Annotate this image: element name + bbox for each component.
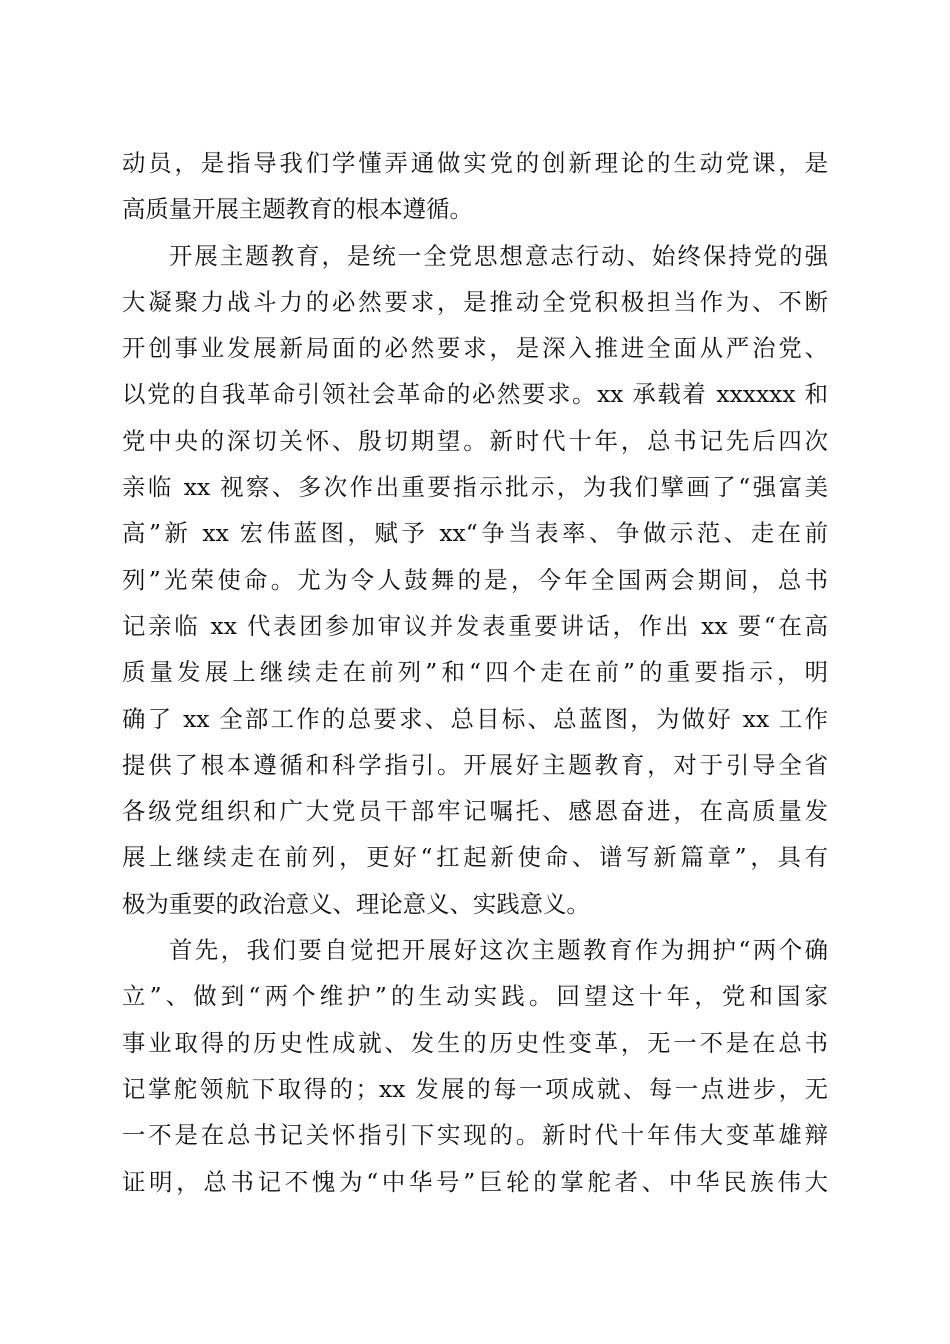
text-line: 动员，是指导我们学懂弄通做实党的创新理论的生动党课，是	[122, 149, 828, 177]
paragraph-2	[122, 233, 828, 927]
text-line: 极为重要的政治意义、理论意义、实践意义。	[122, 889, 590, 918]
document-body	[122, 140, 828, 1205]
text-line: 证明，总书记不愧为“中华号”巨轮的掌舵者、中华民族伟大	[122, 1167, 828, 1196]
text-line: 首先，我们要自觉把开展好这次主题教育作为拥护“两个确	[169, 936, 828, 965]
paragraph-1	[122, 140, 828, 233]
text-line: 展上继续走在前列，更好“扛起新使命、谱写新篇章”，具有	[122, 843, 828, 872]
text-line: 开创事业发展新局面的必然要求，是深入推进全面从严治党、	[122, 334, 828, 363]
text-line: 亲临 xx 视察、多次作出重要指示批示，为我们擘画了“强富美	[122, 473, 828, 502]
text-line: 各级党组织和广大党员干部牢记嘱托、感恩奋进，在高质量发	[122, 797, 828, 826]
text-line: 质量发展上继续走在前列”和“四个走在前”的重要指示，明	[122, 658, 828, 687]
text-line: 高质量开展主题教育的根本遵循。	[122, 195, 473, 224]
text-line: 提供了根本遵循和科学指引。开展好主题教育，对于引导全省	[122, 750, 828, 779]
paragraph-3	[122, 927, 828, 1205]
text-line: 开展主题教育，是统一全党思想意志行动、始终保持党的强	[169, 241, 828, 270]
text-line: 记掌舵领航下取得的；xx 发展的每一项成就、每一点进步，无	[122, 1074, 828, 1103]
text-line: 大凝聚力战斗力的必然要求，是推动全党积极担当作为、不断	[122, 287, 828, 316]
text-line: 一不是在总书记关怀指引下实现的。新时代十年伟大变革雄辩	[122, 1121, 828, 1150]
text-line: 确了 xx 全部工作的总要求、总目标、总蓝图，为做好 xx 工作	[122, 704, 828, 733]
text-line: 记亲临 xx 代表团参加审议并发表重要讲话，作出 xx 要“在高	[122, 611, 828, 640]
text-line: 事业取得的历史性成就、发生的历史性变革，无一不是在总书	[122, 1028, 828, 1057]
text-line: 以党的自我革命引领社会革命的必然要求。xx 承载着 xxxxxx 和	[122, 380, 828, 409]
text-line: 列”光荣使命。尤为令人鼓舞的是，今年全国两会期间，总书	[122, 565, 828, 594]
text-line: 党中央的深切关怀、殷切期望。新时代十年，总书记先后四次	[122, 426, 828, 455]
text-line: 高”新 xx 宏伟蓝图，赋予 xx“争当表率、争做示范、走在前	[122, 519, 828, 548]
text-line: 立”、做到“两个维护”的生动实践。回望这十年，党和国家	[122, 982, 828, 1011]
